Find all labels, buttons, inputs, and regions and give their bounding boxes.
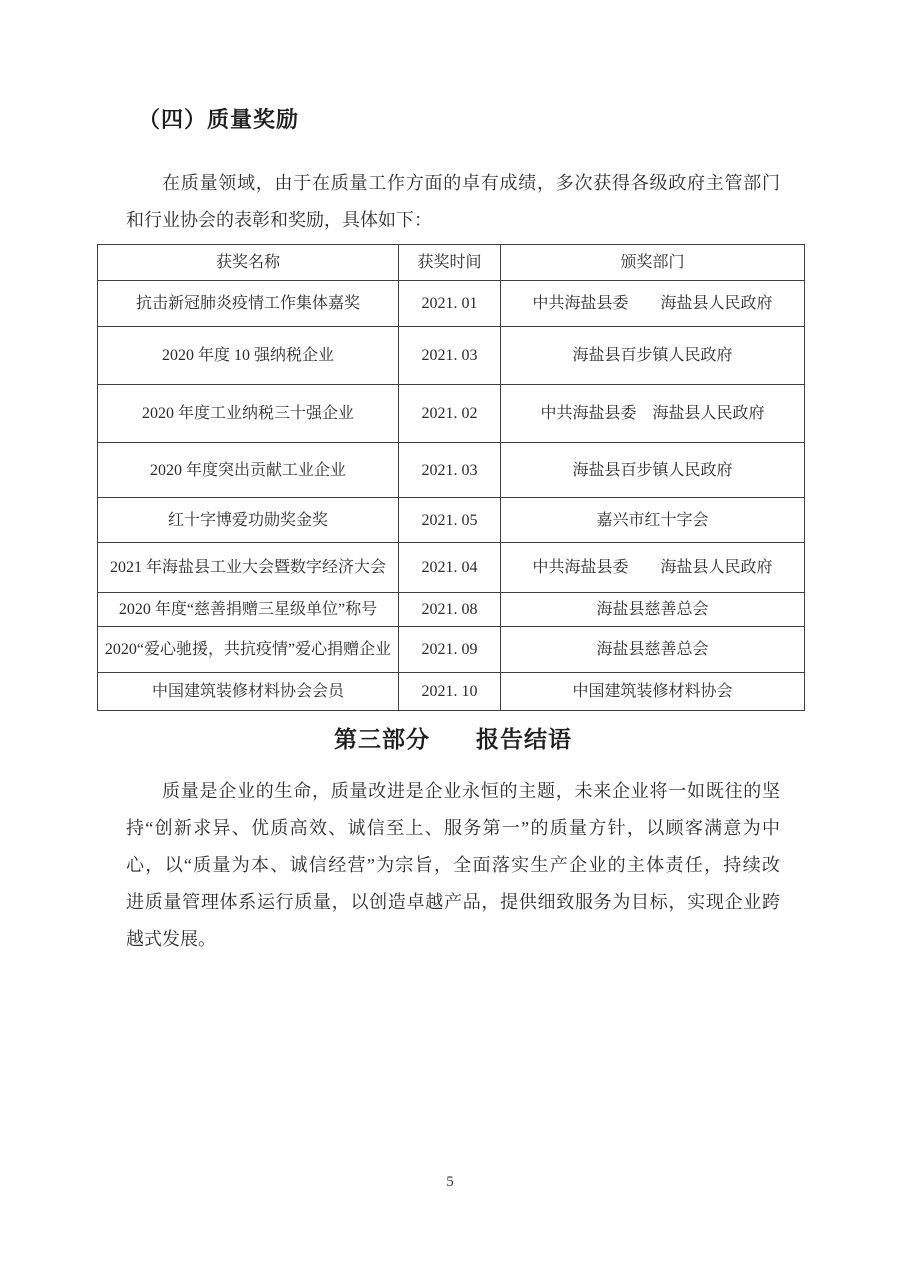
award-name-cell: 中国建筑装修材料协会会员 [98, 673, 399, 711]
award-name-cell: 2020 年度 10 强纳税企业 [98, 327, 399, 385]
award-date-cell: 2021. 09 [399, 627, 501, 673]
award-date-cell: 2021. 02 [399, 385, 501, 443]
award-date-cell: 2021. 10 [399, 673, 501, 711]
awards-table-container [97, 244, 804, 711]
award-name-cell: 2021 年海盐县工业大会暨数字经济大会 [98, 543, 399, 593]
award-date-cell: 2021. 08 [399, 593, 501, 627]
paragraph-line: 在质量领域，由于在质量工作方面的卓有成绩，多次获得各级政府主管部门 [162, 173, 780, 193]
table-header-row [98, 245, 805, 281]
page-content [104, 0, 780, 958]
table-row [98, 327, 805, 385]
table-row [98, 593, 805, 627]
paragraph-line: 越式发展。 [126, 929, 216, 950]
table-row [98, 498, 805, 543]
paragraph-line: 持“创新求异、优质高效、诚信至上、服务第一”的质量方针，以顾客满意为中 [126, 818, 780, 839]
award-name-cell: 2020 年度工业纳税三十强企业 [98, 385, 399, 443]
paragraph-line: 和行业协会的表彰和奖励，具体如下： [126, 210, 432, 230]
award-dept-cell: 海盐县百步镇人民政府 [501, 443, 805, 498]
paragraph-line: 进质量管理体系运行质量，以创造卓越产品，提供细致服务为目标，实现企业跨 [126, 892, 780, 913]
award-dept-cell: 中共海盐县委 海盐县人民政府 [501, 281, 805, 327]
page-number: 5 [446, 1174, 454, 1190]
award-dept-cell: 海盐县慈善总会 [501, 627, 805, 673]
table-row [98, 673, 805, 711]
table-row [98, 281, 805, 327]
paragraph-line: 心，以“质量为本、诚信经营”为宗旨，全面落实生产企业的主体责任，持续改 [126, 855, 780, 876]
award-name-cell: 2020 年度突出贡献工业企业 [98, 443, 399, 498]
award-date-cell: 2021. 05 [399, 498, 501, 543]
table-row [98, 543, 805, 593]
table-row [98, 443, 805, 498]
award-dept-cell: 中共海盐县委 海盐县人民政府 [501, 543, 805, 593]
column-header-award-date: 获奖时间 [399, 245, 501, 281]
award-name-cell: 2020 年度“慈善捐赠三星级单位”称号 [98, 593, 399, 627]
award-date-cell: 2021. 01 [399, 281, 501, 327]
award-date-cell: 2021. 03 [399, 443, 501, 498]
award-name-cell: 2020“爱心驰援，共抗疫情”爱心捐赠企业 [98, 627, 399, 673]
award-dept-cell: 嘉兴市红十字会 [501, 498, 805, 543]
award-name-cell: 抗击新冠肺炎疫情工作集体嘉奖 [98, 281, 399, 327]
award-date-cell: 2021. 04 [399, 543, 501, 593]
closing-paragraph [126, 773, 780, 958]
award-date-cell: 2021. 03 [399, 327, 501, 385]
table-row [98, 385, 805, 443]
award-name-cell: 红十字博爱功勋奖金奖 [98, 498, 399, 543]
part-heading [126, 724, 780, 754]
paragraph-line: 质量是企业的生命，质量改进是企业永恒的主题，未来企业将一如既往的坚 [162, 781, 780, 802]
column-header-award-dept: 颁奖部门 [501, 245, 805, 281]
table-row [98, 627, 805, 673]
section-heading: （四）质量奖励 [138, 107, 300, 132]
part-heading-number: 第三部分 [334, 726, 430, 752]
award-dept-cell: 中共海盐县委 海盐县人民政府 [501, 385, 805, 443]
award-dept-cell: 海盐县慈善总会 [501, 593, 805, 627]
award-dept-cell: 中国建筑装修材料协会 [501, 673, 805, 711]
column-header-award-name: 获奖名称 [98, 245, 399, 281]
part-heading-title: 报告结语 [476, 726, 572, 752]
intro-paragraph [126, 165, 780, 239]
awards-table [97, 244, 805, 711]
award-dept-cell: 海盐县百步镇人民政府 [501, 327, 805, 385]
